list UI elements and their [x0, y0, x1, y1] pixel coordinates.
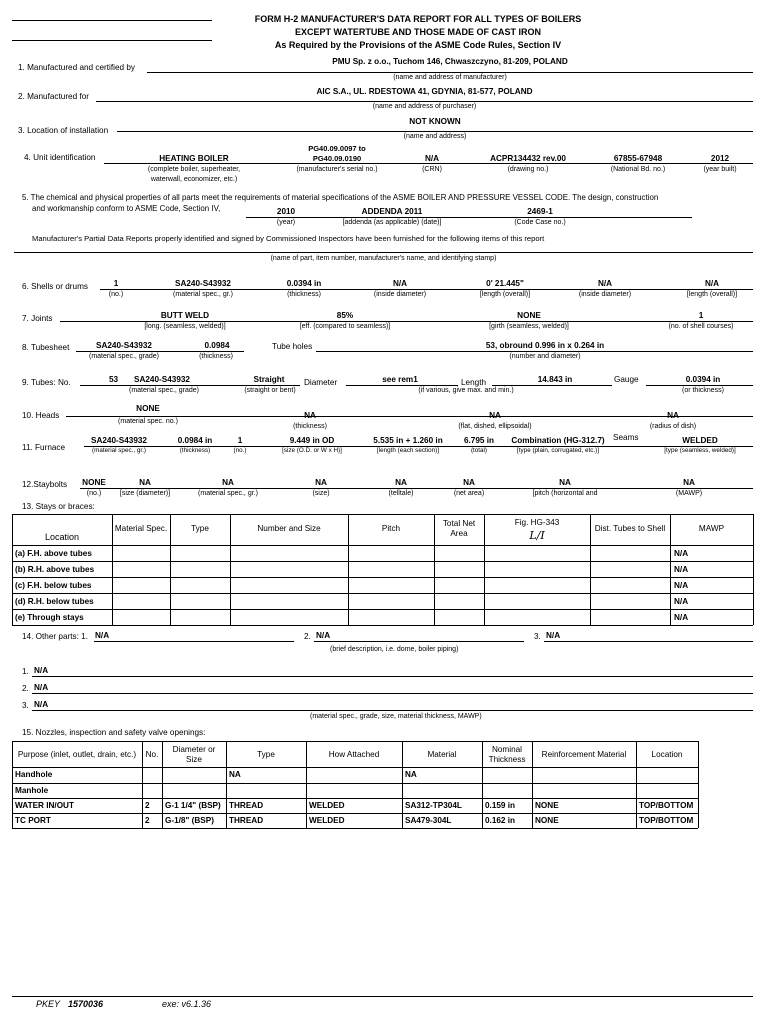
tubes-spec: SA240-S43932: [134, 375, 190, 384]
staybolts-net-area: NA: [463, 478, 475, 487]
manufacturer-caption: (name and address of manufacturer): [393, 74, 507, 81]
other-parts-label-2: 2.: [304, 632, 311, 641]
conformity-text-2: and workmanship conform to ASME Code, Section IV,: [32, 204, 221, 213]
stays-header-fig: Fig. HG-343: [514, 518, 560, 527]
tube-holes: 53, obround 0.996 in x 0.264 in: [485, 341, 605, 350]
nozzle-type: NA: [229, 770, 241, 779]
nozzle-type: THREAD: [229, 816, 264, 825]
stays-row-mawp: N/A: [674, 565, 689, 574]
other-item-num: 1.: [22, 667, 29, 676]
pkey-value: 1570036: [68, 999, 104, 1009]
stays-header-dist: Dist. Tubes to Shell: [594, 524, 666, 533]
unit-crn: N/A: [424, 154, 440, 163]
stays-row-mawp: N/A: [674, 549, 689, 558]
shells-thickness: 0.0394 in: [286, 279, 322, 288]
staybolts-telltale: NA: [395, 478, 407, 487]
furnace-seams-caption: [type (seamless, welded)]: [664, 447, 736, 454]
shells-length-2-caption: [length (overall)]: [686, 291, 738, 298]
nozzle-reinforcement: NONE: [535, 816, 559, 825]
nozzle-header-reinforcement: Reinforcement Material: [541, 750, 627, 759]
shells-inside-diameter-2: N/A: [597, 279, 613, 288]
stays-fig-value: L/I: [529, 529, 545, 542]
unit-serial-line2: PG40.09.0190: [312, 154, 362, 163]
installation-caption: (name and address): [403, 133, 467, 140]
tube-holes-caption: (number and diameter): [509, 353, 581, 360]
unit-type-caption-2: waterwall, economizer, etc.): [150, 176, 238, 183]
blank-line: [12, 20, 212, 21]
nozzles-label: 15. Nozzles, inspection and safety valve openings:: [22, 728, 206, 737]
other-parts-label-3: 3.: [534, 632, 541, 641]
heads-radius-caption: (radius of dish): [649, 423, 697, 430]
unit-type: HEATING BOILER: [159, 154, 229, 163]
nozzle-thickness: 0.159 in: [485, 801, 516, 810]
addenda-caption: [addenda (as applicable) (date)]: [342, 219, 442, 226]
pkey-label: PKEY: [36, 999, 61, 1009]
stays-row-mawp: N/A: [674, 597, 689, 606]
nozzle-attached: WELDED: [309, 816, 345, 825]
stays-row-location: (a) F.H. above tubes: [15, 549, 92, 558]
nozzle-location: TOP/BOTTOM: [639, 816, 694, 825]
other-parts-value-1: N/A: [95, 631, 110, 640]
furnace-thickness: 0.0984 in: [177, 436, 213, 445]
stays-row-mawp: N/A: [674, 613, 689, 622]
unit-national-caption: (National Bd. no.): [610, 166, 666, 173]
tube-holes-label: Tube holes: [272, 342, 313, 351]
nozzle-header-no: No.: [145, 750, 159, 759]
stays-header-type: Type: [191, 524, 209, 533]
shells-thickness-caption: (thickness): [287, 291, 321, 298]
tubes-length: 14.843 in: [537, 375, 573, 384]
purchaser-value: AIC S.A., UL. RDESTOWA 41, GDYNIA, 81-577, POLAND: [316, 87, 533, 96]
nozzle-material: NA: [405, 770, 417, 779]
partial-reports-text: Manufacturer's Partial Data Reports properly identified and signed by Commissioned Inspectors have been furnished for the following items of this report: [32, 234, 545, 243]
staybolts-label: 12.Staybolts: [22, 480, 68, 489]
stays-header-number-size: Number and Size: [257, 524, 321, 533]
nozzle-header-purpose: Purpose (inlet, outlet, drain, etc.): [17, 750, 137, 759]
exe-version: exe: v6.1.36: [162, 999, 212, 1009]
joints-eff: 85%: [336, 311, 354, 320]
other-item-num: 3.: [22, 701, 29, 710]
length-label: Length: [461, 378, 487, 387]
joints-girth: NONE: [517, 311, 541, 320]
furnace-length: 5.535 in + 1.260 in: [373, 436, 443, 445]
shells-label: 6. Shells or drums: [22, 282, 88, 291]
furnace-seams: WELDED: [682, 436, 718, 445]
nozzle-header-size: Diameter or Size: [172, 745, 216, 765]
staybolts-size: NA: [139, 478, 151, 487]
shells-spec: SA240-S43932: [175, 279, 231, 288]
joints-courses: 1: [698, 311, 704, 320]
tubes-straight-caption: (straight or bent): [244, 387, 296, 394]
nozzle-header-attached: How Attached: [328, 750, 380, 759]
joints-eff-caption: [eff. (compared to seamless)]: [299, 323, 391, 330]
other-item-num: 2.: [22, 684, 29, 693]
stays-label: 13. Stays or braces:: [22, 502, 95, 511]
tubes-straight: Straight: [253, 375, 285, 384]
staybolts-pitch: NA: [559, 478, 571, 487]
shells-no-caption: (no.): [108, 291, 124, 298]
installation-label: 3. Location of installation: [18, 126, 109, 135]
staybolts-spec: NA: [222, 478, 234, 487]
furnace-size: 9.449 in OD: [289, 436, 335, 445]
nozzle-purpose: Handhole: [15, 770, 53, 779]
tubes-spec-caption: (material spec., grade): [128, 387, 200, 394]
code-case: 2469-1: [527, 207, 553, 216]
stays-row-mawp: N/A: [674, 581, 689, 590]
stays-header-net-area: Total Net Area: [442, 519, 476, 538]
furnace-size-caption: [size (O.D. or W x H)]: [282, 447, 342, 454]
stays-row-location: (d) R.H. below tubes: [15, 597, 94, 606]
unit-label: 4. Unit identification: [24, 153, 96, 162]
heads-spec-caption: (material spec. no.): [118, 418, 178, 425]
staybolts-no-caption: (no.): [86, 490, 102, 497]
staybolts-no: NONE: [82, 478, 106, 487]
unit-serial-line1: PG40.09.0097 to: [308, 144, 366, 153]
furnace-type: Combination (HG-312.7): [511, 436, 605, 445]
gauge-label: Gauge: [614, 375, 639, 384]
shells-inside-diameter-2-caption: (inside diameter): [578, 291, 632, 298]
furnace-thickness-caption: (thickness): [179, 447, 211, 454]
stays-row-location: (c) F.H. below tubes: [15, 581, 92, 590]
tubesheet-thickness: 0.0984: [204, 341, 230, 350]
shells-inside-diameter: N/A: [392, 279, 408, 288]
other-items-caption: (material spec., grade, size, material thickness, MAWP): [310, 713, 482, 720]
heads-label: 10. Heads: [22, 411, 60, 420]
nozzle-header-thickness: Nominal Thickness: [488, 745, 526, 765]
staybolts-mawp-caption: (MAWP): [675, 490, 703, 497]
installation-value: NOT KNOWN: [409, 117, 461, 126]
staybolts-size-2: NA: [315, 478, 327, 487]
tubes-diameter-caption: (if various, give max. and min.): [418, 387, 514, 394]
staybolts-size-caption: [size (diameter)]: [119, 490, 171, 497]
tubes-diameter: see rem1: [382, 375, 418, 384]
form-subtitle: EXCEPT WATERTUBE AND THOSE MADE OF CAST IRON: [294, 27, 541, 37]
staybolts-spec-caption: (material spec., gr.): [198, 490, 258, 497]
addenda: ADDENDA 2011: [361, 207, 423, 216]
nozzle-attached: WELDED: [309, 801, 345, 810]
tubes-label: 9. Tubes: No.: [22, 378, 71, 387]
form-title: FORM H-2 MANUFACTURER'S DATA REPORT FOR ALL TYPES OF BOILERS: [254, 14, 582, 24]
unit-crn-caption: (CRN): [422, 166, 442, 173]
tubes-gauge: 0.0394 in: [685, 375, 721, 384]
shells-length-caption: [length (overall)]: [479, 291, 531, 298]
nozzle-no: 2: [145, 801, 150, 810]
heads-spec: NONE: [136, 404, 160, 413]
staybolts-size-2-caption: (size): [312, 490, 330, 497]
other-item-value: N/A: [34, 700, 49, 709]
unit-type-caption: (complete boiler, superheater,: [147, 166, 241, 173]
heads-shape: NA: [489, 411, 501, 420]
staybolts-pitch-caption: [pitch (horizontal and: [532, 490, 598, 497]
manufacturer-label: 1. Manufactured and certified by: [18, 63, 135, 72]
unit-national: 67855-67948: [613, 154, 663, 163]
nozzle-reinforcement: NONE: [535, 801, 559, 810]
seams-label: Seams: [613, 433, 639, 442]
heads-shape-caption: (flat, dished, ellipsoidal): [458, 423, 532, 430]
stays-header-location: Location: [44, 532, 80, 542]
form-subtitle-code: As Required by the Provisions of the ASME Code Rules, Section IV: [274, 40, 562, 50]
blank-line: [12, 40, 212, 41]
purchaser-label: 2. Manufactured for: [18, 92, 89, 101]
nozzle-size: G-1 1/4" (BSP): [165, 801, 221, 810]
stays-header-material: Material Spec.: [114, 524, 168, 533]
nozzle-header-location: Location: [651, 750, 683, 759]
staybolts-net-area-caption: (net area): [453, 490, 485, 497]
other-parts-label: 14. Other parts: 1.: [22, 632, 88, 641]
joints-courses-caption: (no. of shell courses): [668, 323, 734, 330]
tubes-no: 53: [109, 375, 119, 384]
unit-year-caption: (year built): [703, 166, 737, 173]
shells-length-2: N/A: [704, 279, 720, 288]
shells-spec-caption: (material spec., gr.): [173, 291, 233, 298]
furnace-spec: SA240-S43932: [91, 436, 147, 445]
furnace-total-caption: (total): [470, 447, 488, 454]
stays-row-location: (e) Through stays: [15, 613, 84, 622]
diameter-label: Diameter: [304, 378, 338, 387]
shells-inside-diameter-caption: (inside diameter): [373, 291, 427, 298]
furnace-no-caption: (no.): [233, 447, 247, 454]
conformity-text: 5. The chemical and physical properties of all parts meet the requirements of material specifications of the ASME BOILER AND PRESSURE VESSEL CODE. The design, construction: [22, 193, 659, 202]
tubesheet-spec: SA240-S43932: [96, 341, 152, 350]
nozzle-location: TOP/BOTTOM: [639, 801, 694, 810]
nozzle-purpose: TC PORT: [15, 816, 51, 825]
heads-radius: NA: [667, 411, 679, 420]
manufacturer-value: PMU Sp. z o.o., Tuchom 146, Chwaszczyno, 81-209, POLAND: [332, 57, 568, 66]
other-item-value: N/A: [34, 683, 49, 692]
nozzle-size: G-1/8" (BSP): [165, 816, 214, 825]
other-parts-caption: (brief description, i.e. dome, boiler piping): [330, 646, 459, 653]
nozzle-header-material: Material: [427, 750, 457, 759]
tubesheet-spec-caption: (material spec., grade): [88, 353, 160, 360]
stays-header-mawp: MAWP: [698, 524, 725, 533]
nozzle-purpose: Manhole: [15, 786, 49, 795]
other-parts-value-3: N/A: [546, 631, 561, 640]
tubesheet-label: 8. Tubesheet: [22, 343, 70, 352]
furnace-length-caption: [length (each section)]: [377, 447, 439, 454]
tubesheet-thickness-caption: (thickness): [199, 353, 233, 360]
heads-thickness: NA: [304, 411, 316, 420]
nozzle-material: SA312-TP304L: [405, 801, 462, 810]
shells-no: 1: [113, 279, 119, 288]
nozzle-no: 2: [145, 816, 150, 825]
unit-drawing-caption: (drawing no.): [507, 166, 549, 173]
code-year-caption: (year): [276, 219, 296, 226]
nozzle-material: SA479-304L: [405, 816, 452, 825]
code-case-caption: (Code Case no.): [514, 219, 566, 226]
joints-long: BUTT WELD: [160, 311, 210, 320]
staybolts-mawp: NA: [683, 478, 695, 487]
partial-reports-caption: (name of part, item number, manufacturer's name, and identifying stamp): [270, 255, 497, 262]
nozzle-purpose: WATER IN/OUT: [15, 801, 74, 810]
nozzle-thickness: 0.162 in: [485, 816, 516, 825]
nozzle-type: THREAD: [229, 801, 264, 810]
furnace-type-caption: [type (plain, corrugated, etc.)]: [517, 447, 599, 454]
unit-drawing: ACPR134432 rev.00: [490, 154, 566, 163]
other-item-value: N/A: [34, 666, 49, 675]
other-parts-value-2: N/A: [316, 631, 331, 640]
stays-row-location: (b) R.H. above tubes: [15, 565, 95, 574]
purchaser-caption: (name and address of purchaser): [372, 103, 477, 110]
nozzle-header-type: Type: [257, 750, 275, 759]
joints-girth-caption: [girth (seamless, welded)]: [489, 323, 569, 330]
unit-year: 2012: [710, 154, 730, 163]
joints-long-caption: [long. (seamless, welded)]: [144, 323, 226, 330]
stays-header-pitch: Pitch: [381, 524, 401, 533]
heads-thickness-caption: (thickness): [293, 423, 327, 430]
furnace-no: 1: [237, 436, 243, 445]
joints-label: 7. Joints: [22, 314, 53, 323]
tubes-gauge-caption: (or thickness): [681, 387, 724, 394]
unit-serial-caption: (manufacturer's serial no.): [296, 166, 378, 173]
code-year: 2010: [276, 207, 296, 216]
furnace-spec-caption: (material spec., gr.): [92, 447, 146, 454]
shells-length: 0' 21.445": [486, 279, 524, 288]
staybolts-telltale-caption: (telltale): [388, 490, 414, 497]
furnace-total: 6.795 in: [463, 436, 495, 445]
furnace-label: 11. Furnace: [22, 443, 66, 452]
